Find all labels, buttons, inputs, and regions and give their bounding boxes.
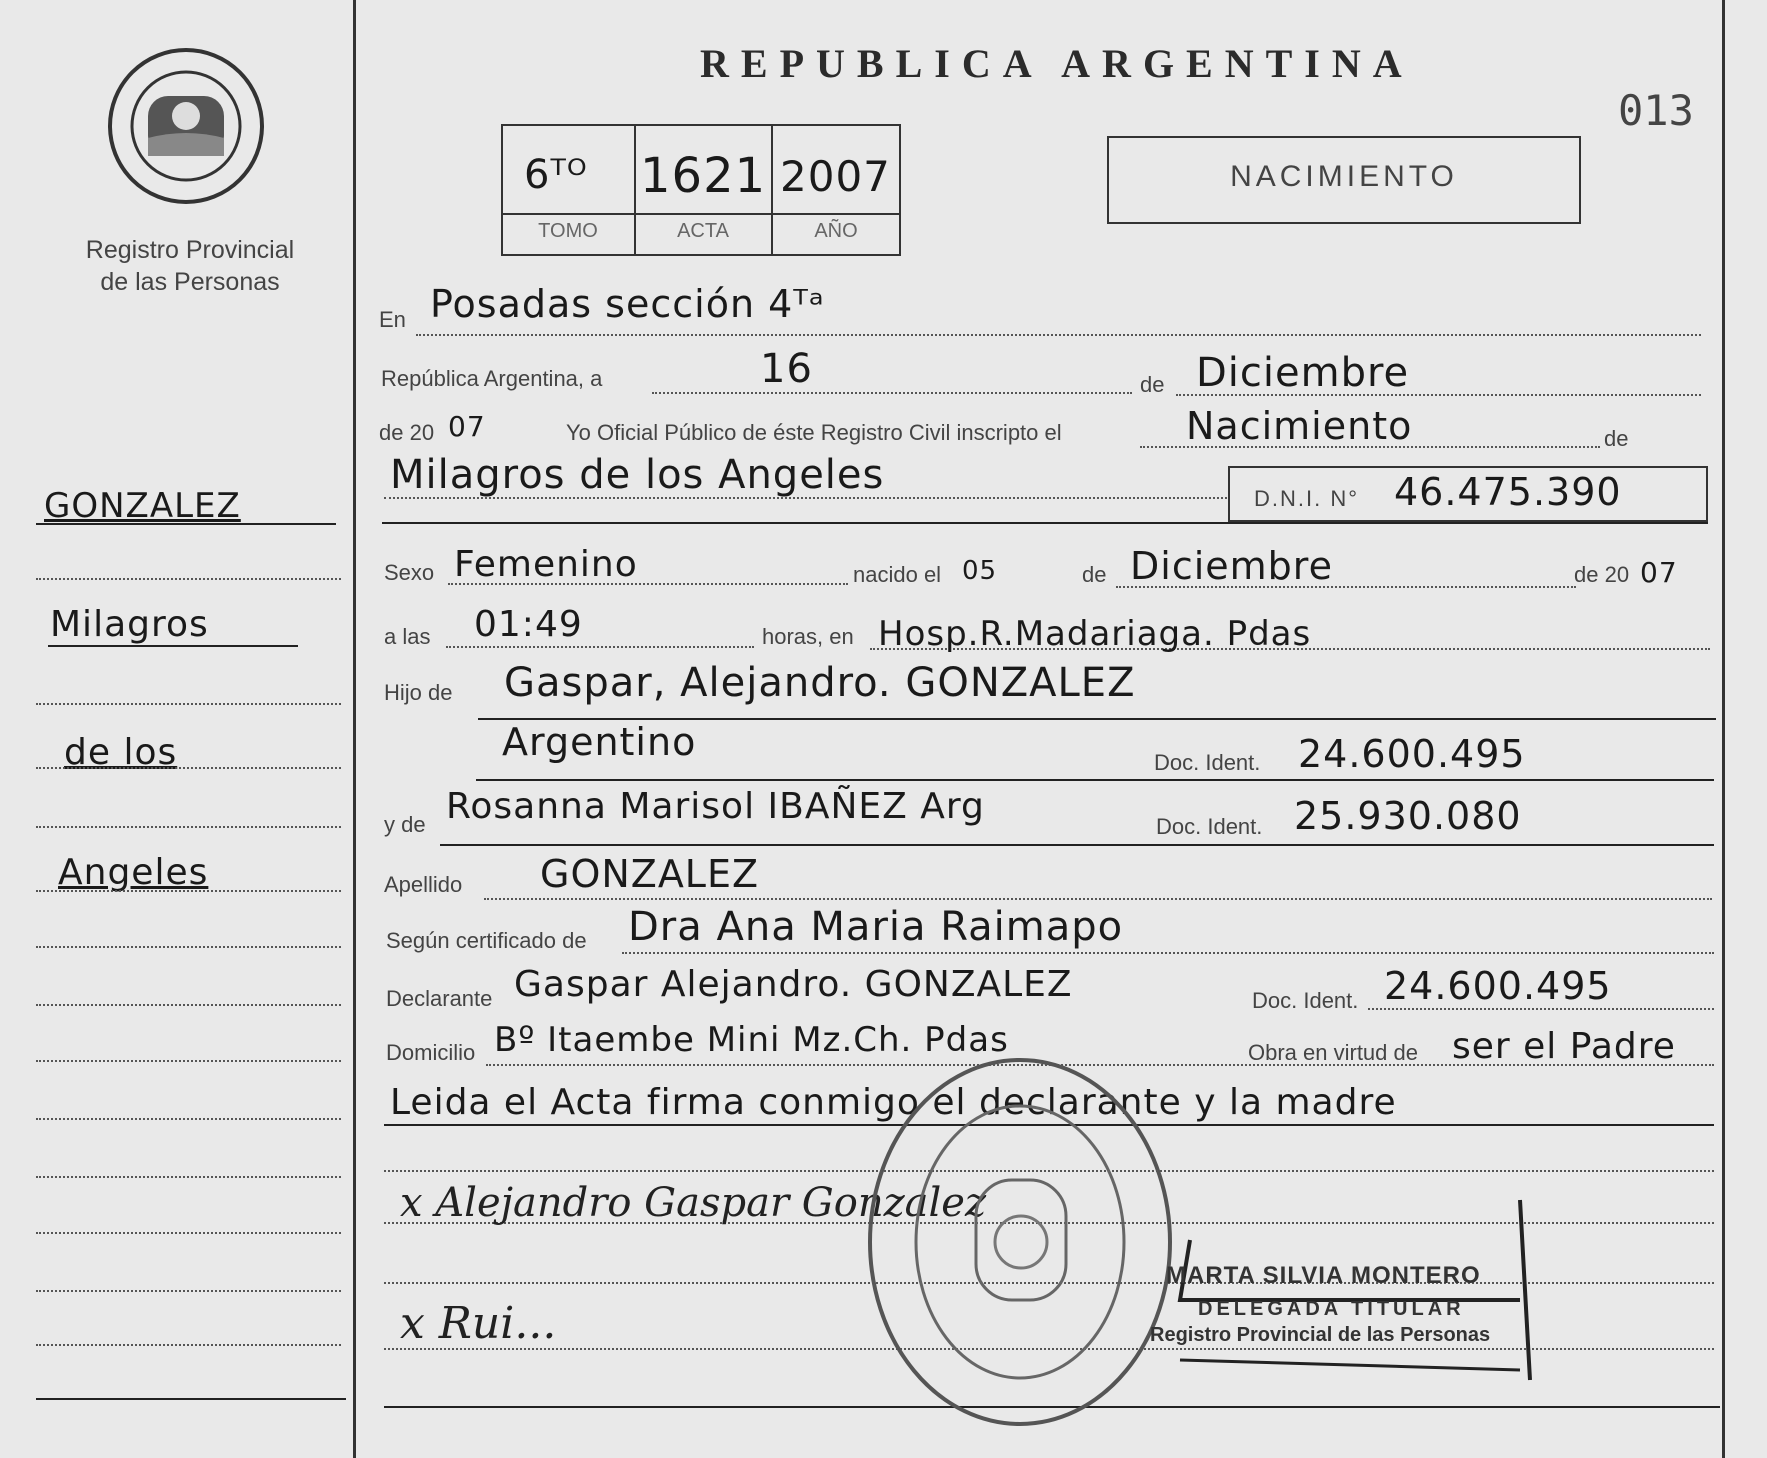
record-type-label: NACIMIENTO bbox=[1230, 160, 1458, 193]
label-doc-ident-1: Doc. Ident. bbox=[1154, 750, 1261, 775]
section-line-1 bbox=[382, 522, 1708, 524]
label-de-month: de bbox=[1082, 562, 1107, 587]
margin-dots-6 bbox=[36, 946, 341, 948]
label-a-las: a las bbox=[384, 624, 431, 649]
stamp-title: DELEGADA TITULAR bbox=[1198, 1298, 1465, 1320]
row4-dots bbox=[384, 497, 1227, 499]
margin-name-3: de los bbox=[64, 732, 178, 773]
lugar-nac-value: Hosp.R.Madariaga. Pdas bbox=[878, 614, 1312, 654]
margin-underline-2 bbox=[48, 645, 298, 647]
page-number: 013 bbox=[1618, 86, 1694, 135]
row6-dots-a bbox=[446, 646, 754, 648]
stamp-office: Registro Provincial de las Personas bbox=[1150, 1324, 1491, 1346]
label-doc-ident-2: Doc. Ident. bbox=[1156, 814, 1263, 839]
margin-dots-8 bbox=[36, 1060, 341, 1062]
anio-label: AÑO bbox=[814, 220, 858, 242]
acta-value: 1621 bbox=[640, 148, 767, 204]
registry-name-line1: Registro Provincial bbox=[85, 236, 295, 264]
label-oficial: Yo Oficial Público de éste Registro Civil inscripto el bbox=[566, 420, 1062, 445]
madre-doc-value: 25.930.080 bbox=[1294, 794, 1522, 838]
sexo-value: Femenino bbox=[454, 544, 638, 585]
margin-dots-10 bbox=[36, 1176, 341, 1178]
inscripcion-value: Nacimiento bbox=[1186, 404, 1413, 448]
declarante-doc-value: 24.600.495 bbox=[1384, 964, 1612, 1008]
label-declarante: Declarante bbox=[386, 986, 493, 1011]
tomo-value: 6ᵀᴼ bbox=[524, 152, 588, 198]
label-obra: Obra en virtud de bbox=[1248, 1040, 1418, 1065]
margin-dots-5 bbox=[36, 890, 341, 892]
label-de: de bbox=[1140, 372, 1165, 397]
left-divider-line bbox=[353, 0, 356, 1458]
label-horas-en: horas, en bbox=[762, 624, 854, 649]
right-border-line bbox=[1722, 0, 1725, 1458]
label-nacido: nacido el bbox=[853, 562, 942, 587]
registry-seal-icon bbox=[106, 46, 266, 206]
margin-dots-12 bbox=[36, 1290, 341, 1292]
label-hijo-de: Hijo de bbox=[384, 680, 453, 705]
label-domicilio: Domicilio bbox=[386, 1040, 476, 1065]
official-signature-icon bbox=[1160, 1180, 1550, 1400]
lugar-value: Posadas sección 4ᵀᵃ bbox=[430, 282, 825, 326]
padre-value: Gaspar, Alejandro. GONZALEZ bbox=[504, 660, 1136, 706]
nombre-value: Milagros de los Angeles bbox=[390, 452, 885, 498]
label-doc-ident-3: Doc. Ident. bbox=[1252, 988, 1359, 1013]
apellido-value: GONZALEZ bbox=[540, 852, 760, 896]
signature-madre: x Rui... bbox=[400, 1298, 557, 1349]
label-de20: de 20 bbox=[379, 420, 435, 445]
mes-value: Diciembre bbox=[1196, 350, 1410, 396]
label-de-end: de bbox=[1604, 426, 1629, 451]
margin-dots-9 bbox=[36, 1118, 341, 1120]
row12-dots bbox=[1368, 1008, 1714, 1010]
label-de-year: de 20 bbox=[1574, 562, 1630, 587]
madre-value: Rosanna Marisol IBAÑEZ Arg bbox=[446, 786, 985, 827]
margin-dots-2 bbox=[36, 703, 341, 705]
margin-dots-4 bbox=[36, 826, 341, 828]
margin-bottom-line bbox=[36, 1398, 346, 1400]
margin-dots-1 bbox=[36, 578, 341, 580]
record-box-divider-h bbox=[501, 213, 901, 215]
stamp-name: MARTA SILVIA MONTERO bbox=[1166, 1262, 1481, 1289]
hora-value: 01:49 bbox=[474, 604, 583, 645]
margin-underline-1 bbox=[36, 523, 336, 525]
declarante-value: Gaspar Alejandro. GONZALEZ bbox=[514, 964, 1073, 1005]
dia-value: 16 bbox=[760, 346, 813, 392]
row11-dots bbox=[622, 952, 1714, 954]
nacido-dia-value: 05 bbox=[962, 556, 998, 586]
label-republica: República Argentina, a bbox=[381, 366, 603, 391]
official-seal-icon bbox=[860, 1052, 1180, 1432]
label-en: En bbox=[379, 307, 406, 332]
certificado-value: Dra Ana Maria Raimapo bbox=[628, 904, 1124, 950]
row8-line bbox=[476, 779, 1714, 781]
margin-dots-11 bbox=[36, 1232, 341, 1234]
nacido-anio-value: 07 bbox=[1640, 556, 1678, 589]
label-y-de: y de bbox=[384, 812, 426, 837]
anio-value: 2007 bbox=[780, 152, 891, 201]
margin-name-2: Milagros bbox=[50, 604, 209, 645]
label-dni: D.N.I. N° bbox=[1254, 486, 1360, 511]
domicilio-value: Bº Itaembe Mini Mz.Ch. Pdas bbox=[494, 1020, 1009, 1060]
nacido-mes-value: Diciembre bbox=[1130, 544, 1333, 588]
acta-label: ACTA bbox=[677, 220, 729, 242]
page-title: REPUBLICA ARGENTINA bbox=[700, 41, 1414, 86]
label-apellido: Apellido bbox=[384, 872, 463, 897]
margin-dots-13 bbox=[36, 1344, 341, 1346]
padre-doc-value: 24.600.495 bbox=[1298, 732, 1526, 776]
row10-dots bbox=[484, 898, 1712, 900]
registry-name-line2: de las Personas bbox=[100, 268, 280, 296]
label-sexo: Sexo bbox=[384, 560, 435, 585]
tomo-label: TOMO bbox=[538, 220, 598, 242]
margin-name-4: Angeles bbox=[58, 852, 209, 893]
margin-dots-7 bbox=[36, 1004, 341, 1006]
row9-line bbox=[440, 844, 1714, 846]
obra-value: ser el Padre bbox=[1452, 1026, 1676, 1067]
anio-inscr-value: 07 bbox=[448, 410, 486, 443]
dni-value: 46.475.390 bbox=[1394, 470, 1622, 514]
margin-dots-3 bbox=[36, 767, 341, 769]
signature-declarante: x Alejandro Gaspar Gonzalez bbox=[400, 1180, 987, 1226]
padre-nac-value: Argentino bbox=[502, 720, 697, 764]
label-segun: Según certificado de bbox=[386, 928, 587, 953]
texto-value: Leida el Acta firma conmigo el declarante y la madre bbox=[390, 1082, 1397, 1123]
row1-dots bbox=[416, 334, 1701, 336]
margin-name-1: GONZALEZ bbox=[44, 486, 241, 526]
row2-dots-a bbox=[652, 392, 1132, 394]
